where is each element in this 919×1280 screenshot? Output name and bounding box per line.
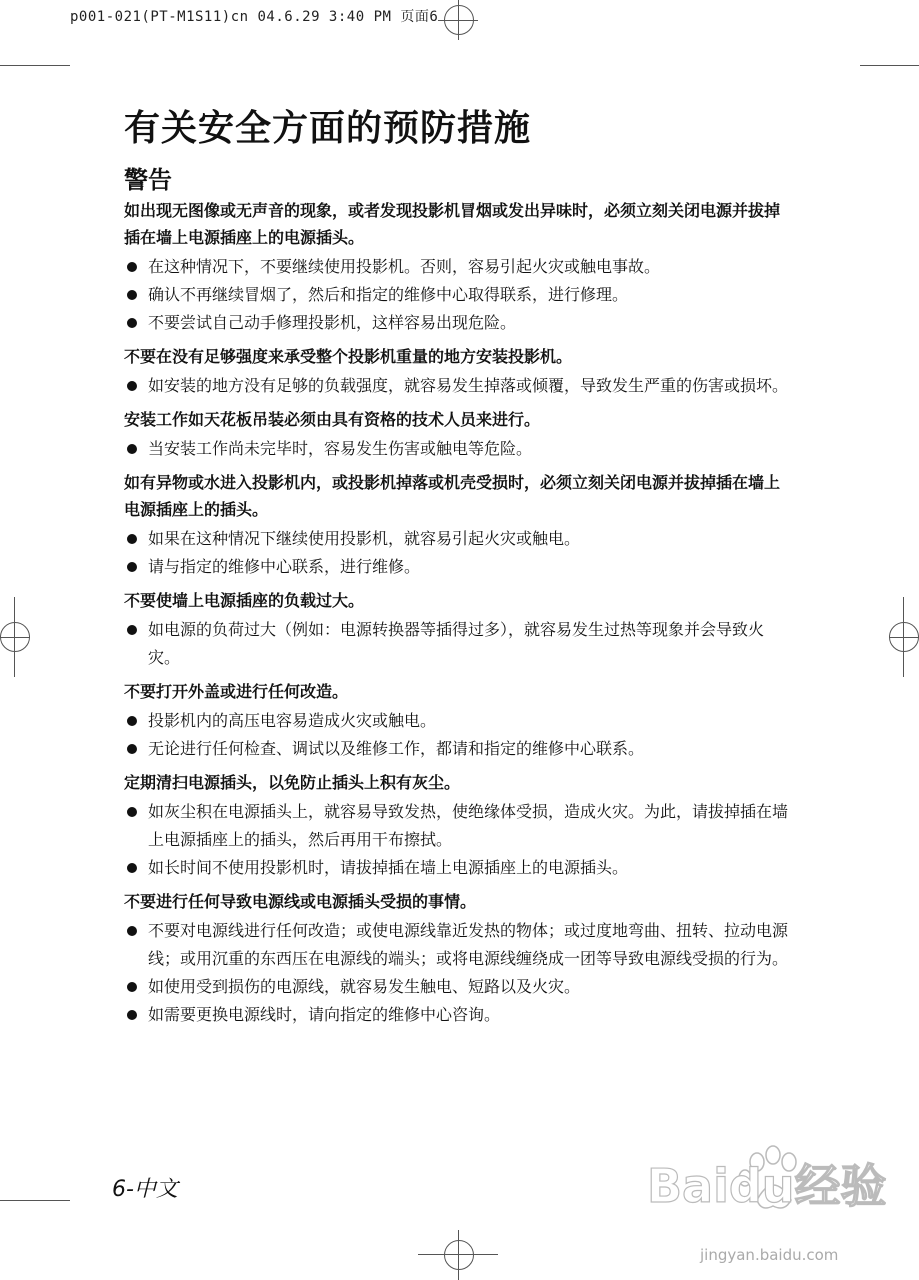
warning-bullet: 不要对电源线进行任何改造；或使电源线靠近发热的物体；或过度地弯曲、扭转、拉动电源线；或用沉重的东西压在电源线的端头；或将电源线缠绕成一团等导致电源线受损的行为。 xyxy=(124,917,789,973)
warning-bullet: 请与指定的维修中心联系，进行维修。 xyxy=(124,553,789,581)
warning-block xyxy=(124,343,789,400)
warning-bullet: 投影机内的高压电容易造成火灾或触电。 xyxy=(124,707,789,735)
warning-bullet: 如电源的负荷过大（例如：电源转换器等插得过多），就容易发生过热等现象并会导致火灾。 xyxy=(124,616,789,672)
warning-bullets xyxy=(124,525,789,581)
warning-heading: 不要打开外盖或进行任何改造。 xyxy=(124,682,349,701)
watermark-text: Baidu经验 xyxy=(647,1159,887,1213)
warning-bullets xyxy=(124,253,789,337)
warning-heading: 安装工作如天花板吊装必须由具有资格的技术人员来进行。 xyxy=(124,410,541,429)
warning-heading: 不要进行任何导致电源线或电源插头受损的事情。 xyxy=(124,892,477,911)
warning-bullet: 无论进行任何检查、调试以及维修工作，都请和指定的维修中心联系。 xyxy=(124,735,789,763)
warning-heading: 如有异物或水进入投影机内，或投影机掉落或机壳受损时，必须立刻关闭电源并拔掉插在墙上电源插座上的插头。 xyxy=(124,473,781,519)
warning-block xyxy=(124,469,789,581)
warning-bullet: 确认不再继续冒烟了，然后和指定的维修中心取得联系，进行修理。 xyxy=(124,281,789,309)
warning-bullet: 如安装的地方没有足够的负载强度，就容易发生掉落或倾覆，导致发生严重的伤害或损坏。 xyxy=(124,372,789,400)
warning-block xyxy=(124,406,789,463)
watermark-url: jingyan.baidu.com xyxy=(700,1246,839,1264)
warning-bullet: 如使用受到损伤的电源线，就容易发生触电、短路以及火灾。 xyxy=(124,973,789,1001)
page-number: 6-中文 xyxy=(112,1177,178,1202)
warning-heading: 不要在没有足够强度来承受整个投影机重量的地方安装投影机。 xyxy=(124,347,573,366)
warning-heading: 不要使墙上电源插座的负载过大。 xyxy=(124,591,365,610)
warning-bullets xyxy=(124,798,789,882)
warning-heading: 定期清扫电源插头，以免防止插头上积有灰尘。 xyxy=(124,773,461,792)
warning-heading: 如出现无图像或无声音的现象，或者发现投影机冒烟或发出异味时，必须立刻关闭电源并拔掉插在墙上电源插座上的电源插头。 xyxy=(124,201,781,247)
warning-bullet: 当安装工作尚未完毕时，容易发生伤害或触电等危险。 xyxy=(124,435,789,463)
page-title: 有关安全方面的预防措施 xyxy=(124,108,532,149)
section-heading-warning: 警告 xyxy=(124,166,172,194)
warning-bullets xyxy=(124,435,789,463)
warning-bullet: 如需要更换电源线时，请向指定的维修中心咨询。 xyxy=(124,1001,789,1029)
warning-bullet: 在这种情况下，不要继续使用投影机。否则，容易引起火灾或触电事故。 xyxy=(124,253,789,281)
warnings-list xyxy=(124,197,789,1035)
warning-bullet: 不要尝试自己动手修理投影机，这样容易出现危险。 xyxy=(124,309,789,337)
warning-bullet: 如长时间不使用投影机时，请拔掉插在墙上电源插座上的电源插头。 xyxy=(124,854,789,882)
warning-bullets xyxy=(124,707,789,763)
warning-bullet: 如灰尘积在电源插头上，就容易导致发热，使绝缘体受损，造成火灾。为此，请拔掉插在墙上电源插座上的插头，然后再用干布擦拭。 xyxy=(124,798,789,854)
warning-bullet: 如果在这种情况下继续使用投影机，就容易引起火灾或触电。 xyxy=(124,525,789,553)
warning-block xyxy=(124,197,789,337)
warning-block xyxy=(124,888,789,1029)
warning-bullets xyxy=(124,616,789,672)
warning-bullets xyxy=(124,372,789,400)
warning-block xyxy=(124,587,789,672)
warning-block xyxy=(124,769,789,882)
warning-bullets xyxy=(124,917,789,1029)
warning-block xyxy=(124,678,789,763)
print-header: p001-021(PT-M1S11)cn 04.6.29 3:40 PM 页面6 xyxy=(70,9,439,25)
